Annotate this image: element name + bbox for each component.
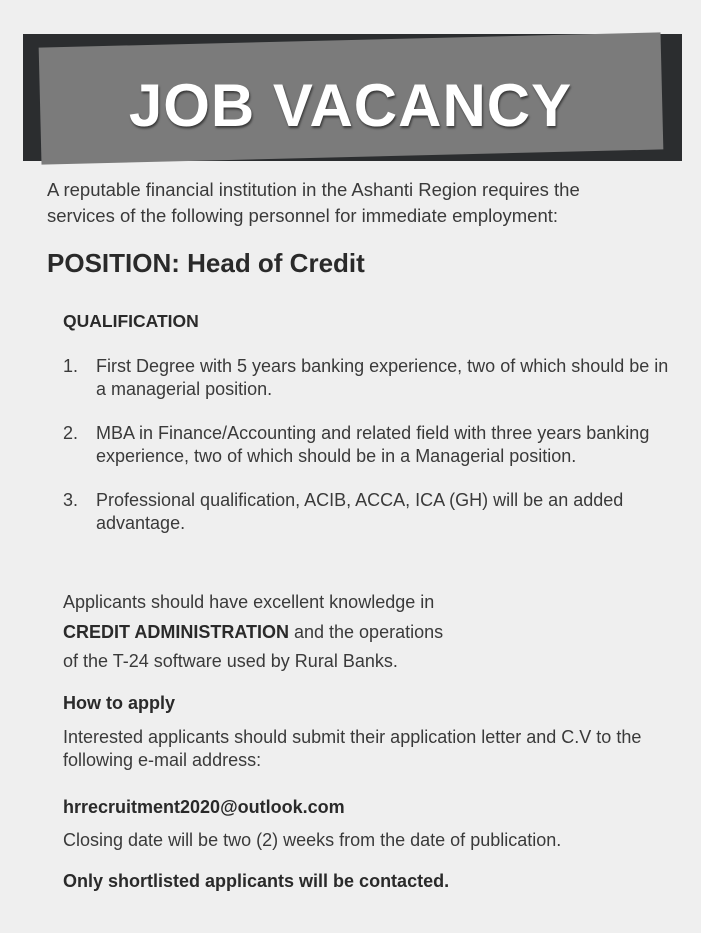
- how-to-apply-heading: How to apply: [63, 693, 175, 713]
- list-item-number: 1.: [63, 356, 79, 376]
- apply-instructions: Interested applicants should submit their application letter and C.V to the following e-mail address:: [63, 727, 642, 770]
- email-link[interactable]: hrrecruitment2020@outlook.com: [63, 797, 345, 817]
- list-item-text: MBA in Finance/Accounting and related field with three years banking experience, two of which should be in a Managerial position.: [96, 423, 650, 466]
- list-item-text: Professional qualification, ACIB, ACCA, ICA (GH) will be an added advantage.: [96, 490, 624, 533]
- shortlist-note: Only shortlisted applicants will be contacted.: [63, 871, 450, 891]
- qualification-heading: QUALIFICATION: [63, 311, 199, 331]
- list-item-number: 2.: [63, 423, 79, 443]
- knowledge-paragraph: [63, 588, 683, 677]
- list-item: [63, 355, 673, 401]
- knowledge-line-2-rest: and the operations: [288, 621, 444, 642]
- knowledge-line-3: of the T-24 software used by Rural Banks.: [63, 651, 398, 671]
- knowledge-line-1: Applicants should have excellent knowledge in: [63, 592, 435, 612]
- closing-date-text: Closing date will be two (2) weeks from the date of publication.: [63, 830, 562, 850]
- position-title: POSITION: Head of Credit: [47, 248, 365, 278]
- intro-text: [47, 177, 687, 229]
- list-item: [63, 422, 673, 468]
- knowledge-line-2: [63, 618, 683, 648]
- list-item-text: First Degree with 5 years banking experience, two of which should be in a managerial position.: [96, 356, 669, 399]
- intro-line-2: services of the following personnel for immediate employment:: [47, 205, 559, 226]
- qualification-list: [63, 355, 673, 556]
- credit-administration-emphasis: CREDIT ADMINISTRATION: [63, 621, 289, 642]
- list-item: [63, 489, 673, 535]
- list-item-number: 3.: [63, 490, 79, 510]
- intro-line-1: A reputable financial institution in the Ashanti Region requires the: [47, 179, 580, 200]
- banner-title: JOB VACANCY: [128, 72, 573, 139]
